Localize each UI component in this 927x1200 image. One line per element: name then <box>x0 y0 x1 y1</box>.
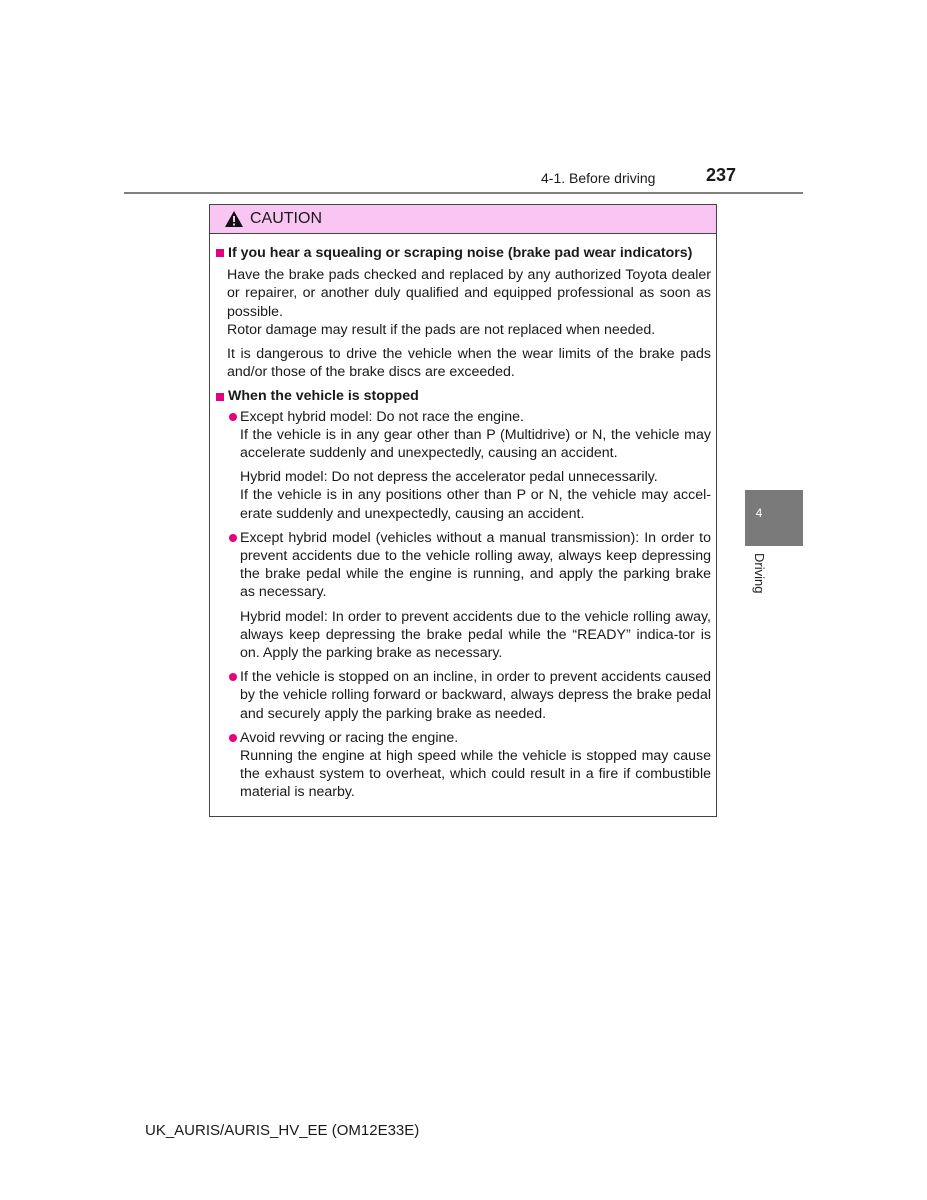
list-item <box>216 529 711 602</box>
section-heading-text: When the vehicle is stopped <box>228 388 419 405</box>
chapter-tab-number: 4 <box>755 506 763 520</box>
paragraph: Have the brake pads checked and replaced by any authorized Toyota dealer or repairer, or another duly qualified and equipped professional as soon as possible. <box>227 267 711 320</box>
header-section-title: 4-1. Before driving <box>541 170 656 186</box>
list-item-extra: Hybrid model: Do not depress the accelerator pedal unnecessarily. <box>240 469 658 486</box>
list-item <box>216 668 711 723</box>
caution-body <box>210 234 716 802</box>
square-bullet-icon <box>216 249 224 257</box>
list-item <box>216 408 711 463</box>
paragraph: Rotor damage may result if the pads are not replaced when needed. <box>227 321 656 338</box>
chapter-tab-label: Driving <box>752 553 767 594</box>
round-bullet-icon <box>229 413 237 421</box>
page-number: 237 <box>706 165 737 185</box>
round-bullet-icon <box>229 734 237 742</box>
section-heading-vehicle-stopped <box>216 387 711 405</box>
square-bullet-icon <box>216 393 224 401</box>
paragraph: It is dangerous to drive the vehicle when the wear limits of the brake pads and/or those of the brake discs are exceeded. <box>227 346 711 381</box>
section-heading-text: If you hear a squealing or scraping noise (brake pad wear indicators) <box>228 245 693 261</box>
list-item-text: Except hybrid model (vehicles without a manual transmission): In order to prevent accidents due to the vehicle rolling away, always keep depressing the brake pedal while the engine is running, and apply the parking brake as necessary. <box>240 529 711 601</box>
list-item-continuation: Running the engine at high speed while the vehicle is stopped may cause the exhaust system to overheat, which could result in a fire if combustible material is nearby. <box>240 748 711 801</box>
list-item-extra-continuation: If the vehicle is in any positions other than P or N, the vehicle may accel-erate suddenly and unexpectedly, causing an accident. <box>240 487 711 522</box>
chapter-tab[interactable] <box>745 490 803 546</box>
section-heading-brake-pad-wear <box>216 244 711 262</box>
list-item-text: If the vehicle is stopped on an incline, in order to prevent accidents caused by the vehicle rolling forward or backward, always depress the brake pedal and securely apply the parking brake as needed. <box>240 669 711 722</box>
caution-header <box>210 205 716 234</box>
list-item-text: Except hybrid model: Do not race the engine. <box>240 408 524 425</box>
list-item-text: Avoid revving or racing the engine. <box>240 729 459 746</box>
round-bullet-icon <box>229 673 237 681</box>
footer-model-code: UK_AURIS/AURIS_HV_EE (OM12E33E) <box>145 1122 420 1139</box>
list-item-continuation: If the vehicle is in any gear other than P (Multidrive) or N, the vehicle may accelerate suddenly and unexpectedly, causing an accident. <box>240 426 711 462</box>
header-rule <box>124 192 803 194</box>
list-item-extra: Hybrid model: In order to prevent accidents due to the vehicle rolling away, always keep depressing the brake pedal while the “READY” indica-tor is on. Apply the parking brake as necessary. <box>240 608 711 662</box>
list-item <box>216 729 711 802</box>
warning-triangle-icon <box>224 210 244 228</box>
caution-box <box>209 204 717 817</box>
caution-title: CAUTION <box>250 210 322 227</box>
round-bullet-icon <box>229 534 237 542</box>
